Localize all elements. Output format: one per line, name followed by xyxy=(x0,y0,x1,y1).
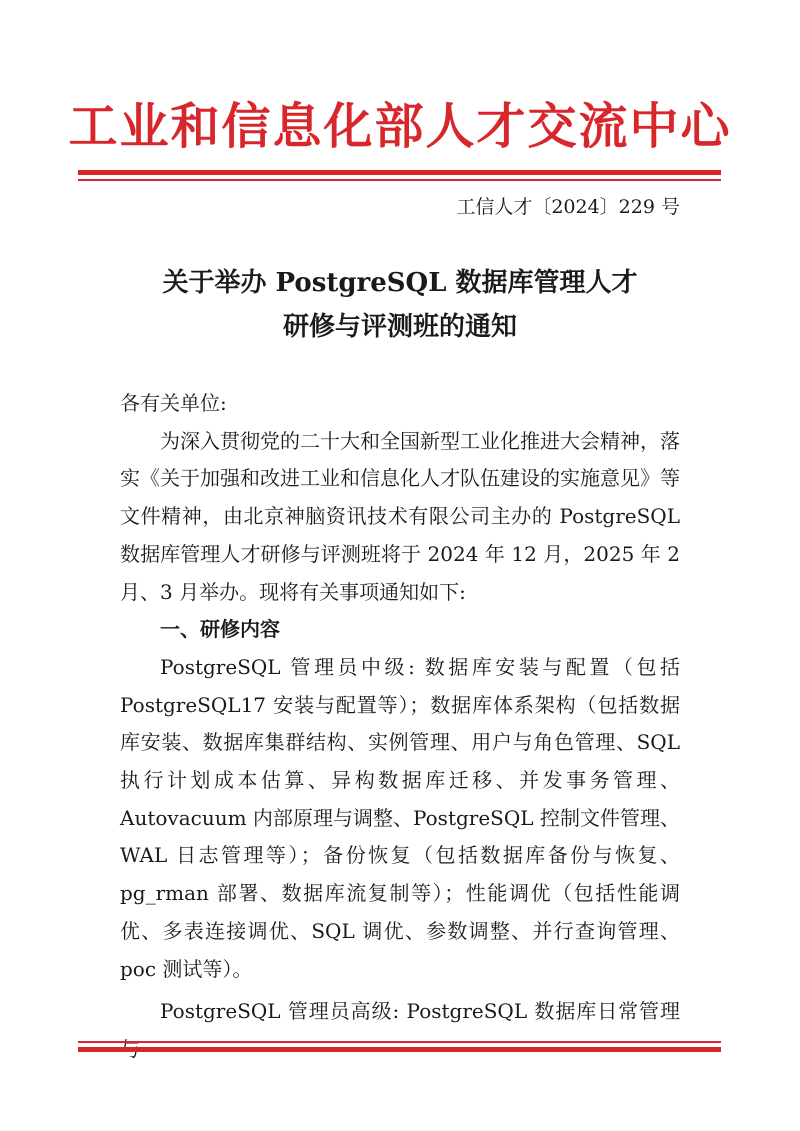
header-rule-thick xyxy=(78,170,721,175)
document-title-line-2: 研修与评测班的通知 xyxy=(282,312,517,342)
footer-rule-thin xyxy=(78,1041,721,1043)
section-heading-training-content: 一、研修内容 xyxy=(160,617,280,642)
organization-name: 工业和信息化部人才交流中心 xyxy=(68,97,732,155)
mid-level-paragraph: PostgreSQL 管理员中级: 数据库安装与配置（包括 PostgreSQL17 安装与配置等）；数据库体系架构（包括数据库安装、数据库集群结构、实例管理、用户与角色管理、SQL 执行计划成本估算、异构数据库迁移、并发事务管理、Autovacuum 内部原理与调整、PostgreSQL 控制文件管理、WAL 日志管理等）；备份恢复（包括数据库备份与恢复、pg_rman 部署、数据库流复制等）；性能调优（包括性能调优、多表连接调优、SQL 调优、参数调整、并行查询管理、poc 测试等）。 xyxy=(120,654,680,981)
notice-body xyxy=(120,385,680,1069)
header-rule-thin xyxy=(78,179,721,181)
salutation: 各有关单位: xyxy=(120,391,227,415)
document-number: 工信人才〔2024〕229 号 xyxy=(456,196,680,218)
document-title-line-1: 关于举办 PostgreSQL 数据库管理人才 xyxy=(162,268,638,298)
senior-level-paragraph: PostgreSQL 管理员高级: PostgreSQL 数据库日常管理 xyxy=(160,999,680,1024)
intro-paragraph: 为深入贯彻党的二十大和全国新型工业化推进大会精神，落实《关于加强和改进工业和信息化人才队伍建设的实施意见》等文件精神，由北京神脑资讯技术有限公司主办的 PostgreSQL 数据库管理人才研修与评测班将于 2024 年 12 月，2025 年 2 月、3 月举办。现将有关事项通知如下: xyxy=(120,428,680,604)
footer-rule-thick xyxy=(78,1047,721,1052)
